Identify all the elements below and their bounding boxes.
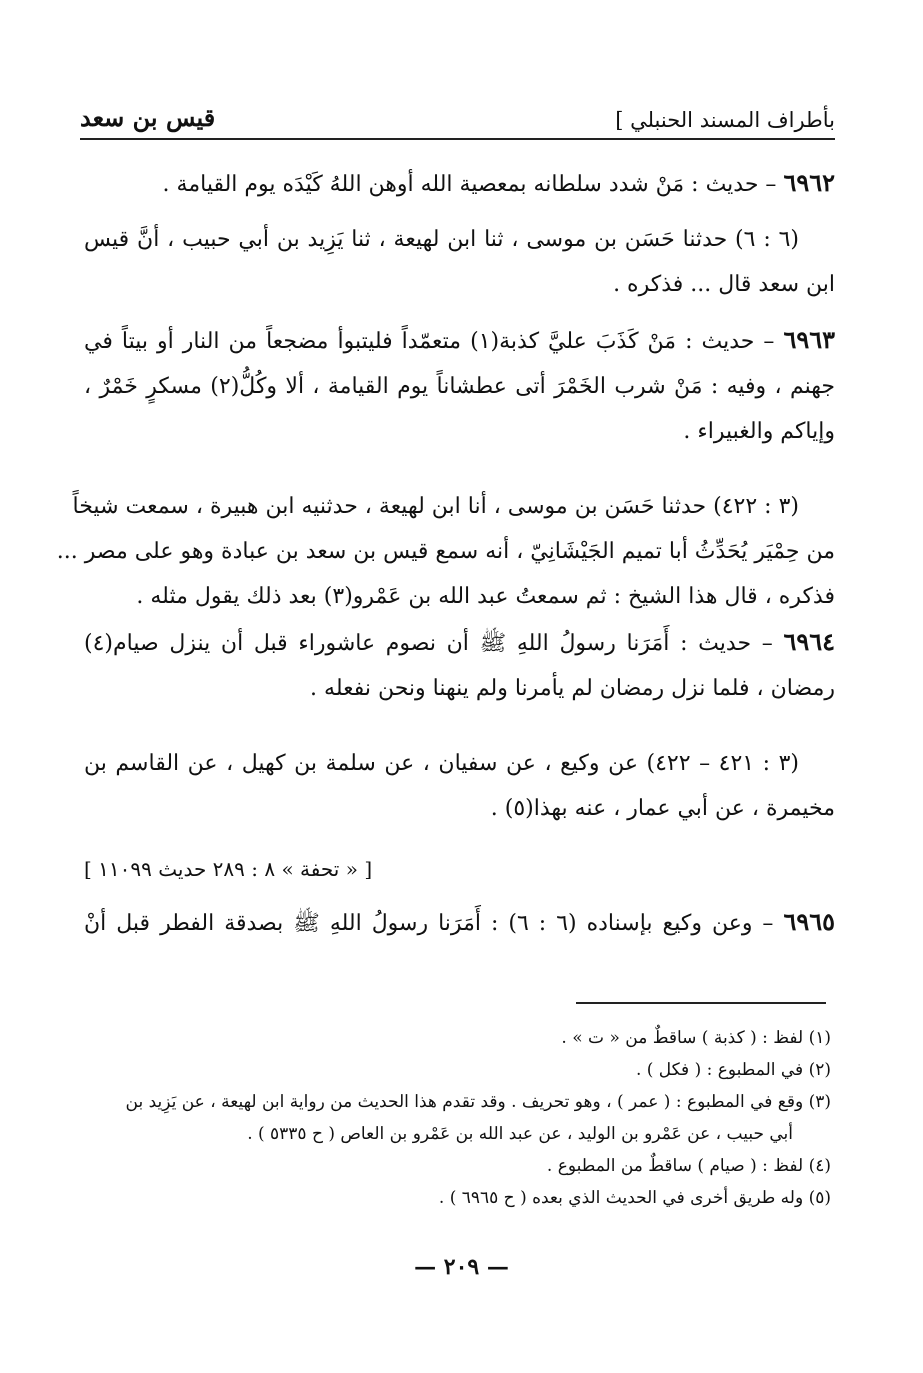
footnote-separator xyxy=(576,1002,826,1004)
tuhfa-reference: [ « تحفة » ٨ : ٢٨٩ حديث ١١٠٩٩ ] xyxy=(84,857,373,881)
hadith-6964-line-2: رمضان ، فلما نزل رمضان لم يأمرنا ولم ينهنا ونحن نفعله . xyxy=(310,676,835,701)
footnote-2: (٢) في المطبوع : ( فكل ) . xyxy=(635,1060,831,1080)
hadith-6963-line-2: جهنم ، وفيه : مَنْ شرب الخَمْرَ أتى عطشاناً يوم القيامة ، ألا وكُلُّ(٢) مسكرٍ خَمْرٌ ، xyxy=(84,374,835,399)
hadith-6962-isnad-2: ابن سعد قال ... فذكره . xyxy=(613,272,835,297)
hadith-6963-line-3: وإياكم والغبيراء . xyxy=(683,419,835,444)
footnote-4: (٤) لفظ : ( صيام ) ساقطٌ من المطبوع . xyxy=(546,1156,831,1176)
book-title: بأطراف المسند الحنبلي ] xyxy=(615,108,835,132)
hadith-6964-isnad-2: مخيمرة ، عن أبي عمار ، عنه بهذا(٥) . xyxy=(490,796,835,821)
footnote-3: (٣) وقع في المطبوع : ( عمر ) ، وهو تحريف . وقد تقدم هذا الحديث من رواية ابن لهيعة ، عن يَزِيد بن xyxy=(125,1092,831,1112)
hadith-6963-isnad-1: (٣ : ٤٢٢) حدثنا حَسَن بن موسى ، أنا ابن لهيعة ، حدثنيه ابن هبيرة ، سمعت شيخاً xyxy=(72,494,799,519)
chapter-title: قيس بن سعد xyxy=(80,103,216,132)
hadith-6962-isnad-1: (٦ : ٦) حدثنا حَسَن بن موسى ، ثنا ابن لهيعة ، ثنا يَزِيد بن أبي حبيب ، أنَّ قيس xyxy=(84,227,799,252)
hadith-6963-isnad-2: من حِمْيَر يُحَدِّثُ أبا تميم الجَيْشَانِيّ ، أنه سمع قيس بن سعد بن عبادة وهو على مصر ... xyxy=(56,539,835,564)
hadith-number: ٦٩٦٣ xyxy=(783,325,835,354)
hadith-6965-line-1: ٦٩٦٥ – وعن وكيع بإسناده (٦ : ٦) : أَمَرَنا رسولُ اللهِ ﷺ بصدقة الفطر قبل أنْ xyxy=(84,907,835,936)
hadith-number: ٦٩٦٥ xyxy=(783,907,835,936)
footnote-1: (١) لفظ : ( كذبة ) ساقطٌ من « ت » . xyxy=(561,1028,831,1048)
footnote-5: (٥) وله طريق أخرى في الحديث الذي بعده ( ح ٦٩٦٥ ) . xyxy=(438,1188,831,1208)
hadith-6963-isnad-3: فذكره ، قال هذا الشيخ : ثم سمعتُ عبد الله بن عَمْرو(٣) بعد ذلك يقول مثله . xyxy=(136,584,835,609)
main-text xyxy=(56,160,835,946)
page-number: — ٢٠٩ — xyxy=(414,1254,509,1280)
hadith-6964-line-1: ٦٩٦٤ – حديث : أَمَرَنا رسولُ اللهِ ﷺ أن نصوم عاشوراء قبل أن ينزل صيام(٤) xyxy=(84,627,835,656)
running-header xyxy=(80,92,835,140)
hadith-6962-line-1: ٦٩٦٢ – حديث : مَنْ شدد سلطانه بمعصية الله أوهن اللهُ كَيْدَه يوم القيامة . xyxy=(162,168,835,197)
footnote-3-continued: أبي حبيب ، عن عَمْرو بن الوليد ، عن عبد الله بن عَمْرو بن العاص ( ح ٥٣٣٥ ) . xyxy=(247,1124,793,1144)
footnotes xyxy=(84,1022,831,1214)
hadith-6964-isnad-1: (٣ : ٤٢١ – ٤٢٢) عن وكيع ، عن سفيان ، عن سلمة بن كهيل ، عن القاسم بن xyxy=(84,751,799,776)
hadith-6963-line-1: ٦٩٦٣ – حديث : مَنْ كَذَبَ عليَّ كذبة(١) متعمّداً فليتبوأ مضجعاً من النار أو بيتاً في xyxy=(84,325,835,354)
hadith-number: ٦٩٦٢ xyxy=(783,168,835,197)
hadith-number: ٦٩٦٤ xyxy=(783,627,835,656)
